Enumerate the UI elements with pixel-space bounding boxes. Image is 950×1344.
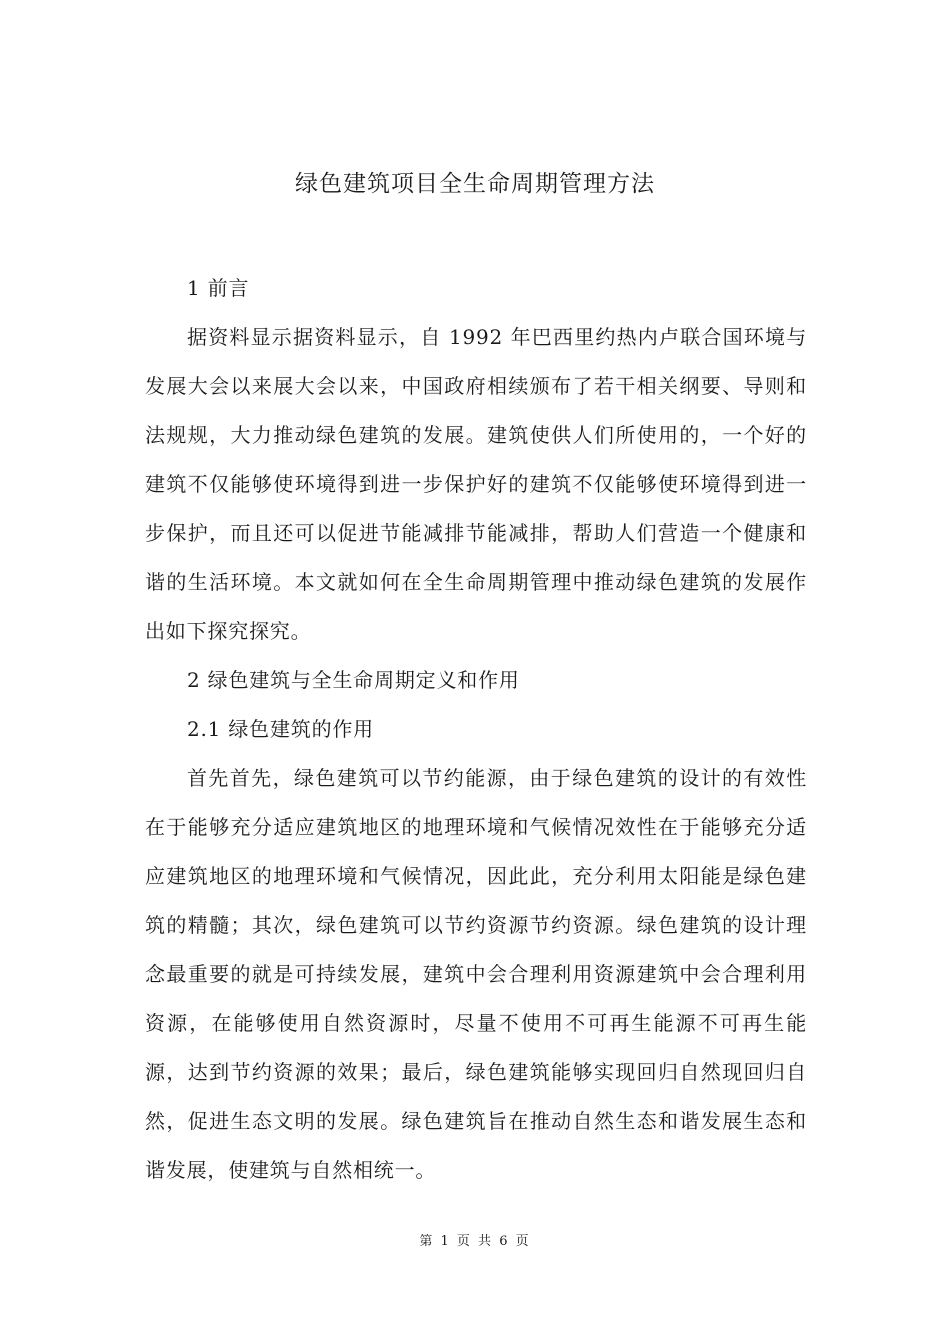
page-footer: 第 1 页 共 6 页	[419, 1234, 531, 1249]
section-1-heading: 1 前言	[187, 276, 250, 300]
section-1-paragraph: 据资料显示据资料显示，自 1992 年巴西里约热内卢联合国环境与发展大会以来展大会以来，中国政府相续颁布了若干相关纲要、导则和法规规，大力推动绿色建筑的发展。建筑使供人们所使用的，一个好的建筑不仅能够使环境得到进一步保护好的建筑不仅能够使环境得到进一步保护，而且还可以促进节能减排节能减排，帮助人们营造一个健康和谐的生活环境。本文就如何在全生命周期管理中推动绿色建筑的发展作出如下探究探究。	[145, 325, 807, 643]
section-2-1-heading: 2.1 绿色建筑的作用	[187, 717, 374, 741]
section-2-1-paragraph: 首先首先，绿色建筑可以节约能源，由于绿色建筑的设计的有效性在于能够充分适应建筑地区的地理环境和气候情况效性在于能够充分适应建筑地区的地理环境和气候情况，因此此，充分利用太阳能是绿色建筑的精髓；其次，绿色建筑可以节约资源节约资源。绿色建筑的设计理念最重要的就是可持续发展，建筑中会合理利用资源建筑中会合理利用资源，在能够使用自然资源时，尽量不使用不可再生能源不可再生能源，达到节约资源的效果；最后，绿色建筑能够实现回归自然现回归自然，促进生态文明的发展。绿色建筑旨在推动自然生态和谐发展生态和谐发展，使建筑与自然相统一。	[145, 766, 807, 1182]
section-2-heading: 2 绿色建筑与全生命周期定义和作用	[187, 668, 520, 692]
document-title: 绿色建筑项目全生命周期管理方法	[295, 171, 655, 197]
document-body	[145, 264, 807, 1195]
